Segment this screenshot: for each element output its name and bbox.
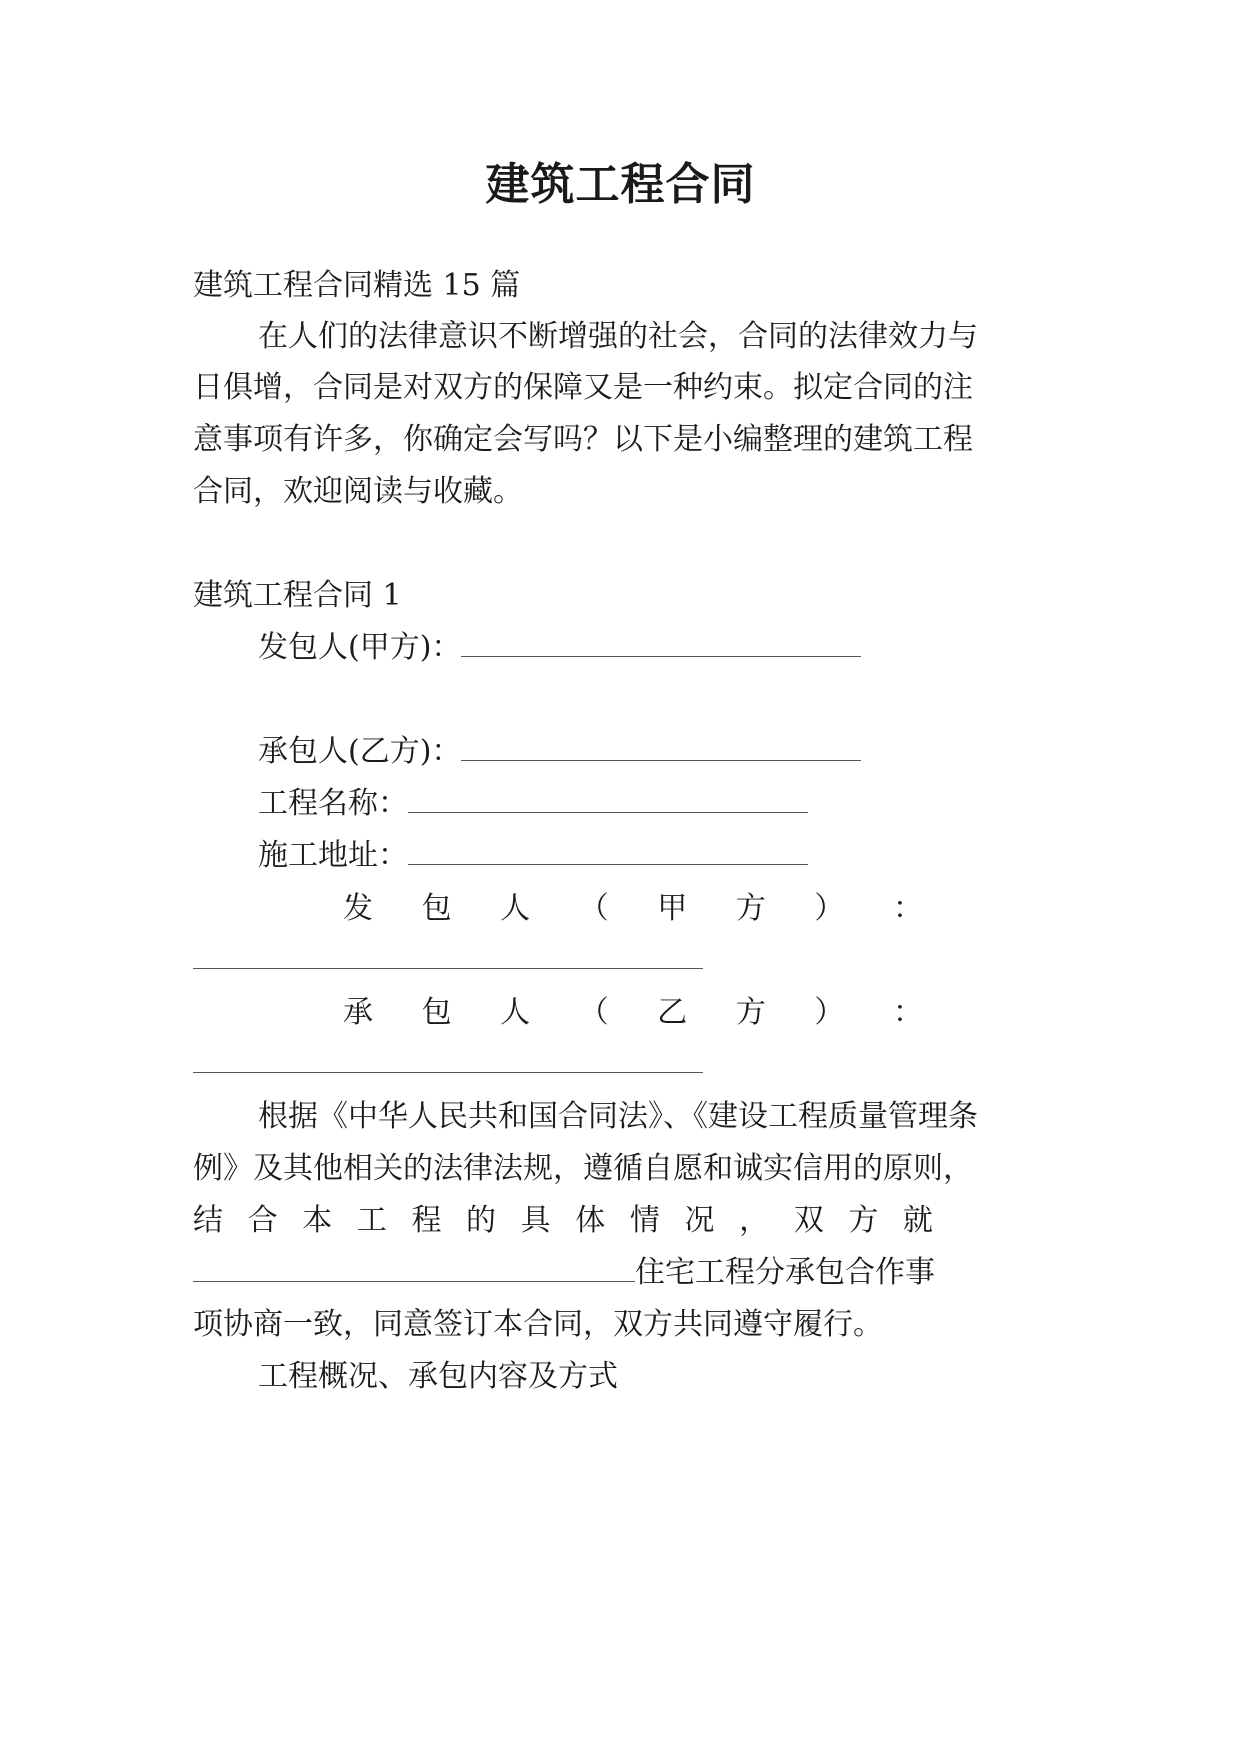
spaced-char: 包 (421, 995, 452, 1030)
justified-char: 双 (793, 1203, 824, 1238)
justified-char: 情 (629, 1203, 660, 1238)
employer-label: 发包人(甲方)： (258, 630, 462, 665)
employer-blank (461, 628, 861, 657)
justified-char: 程 (411, 1203, 442, 1238)
project-name-label: 工程名称： (258, 786, 408, 821)
spaced-char: 方 (735, 891, 766, 926)
spaced-char: 方 (735, 995, 766, 1030)
spaced-char: 乙 (657, 995, 688, 1030)
spaced-char: 人 (500, 891, 531, 926)
section-heading-1: 建筑工程合同 1 (193, 578, 402, 613)
spaced-char: ） (814, 891, 845, 926)
justified-char: 的 (466, 1203, 497, 1238)
body-line-1: 根据《中华人民共和国合同法》、《建设工程质量管理条 (258, 1099, 978, 1134)
justified-char: 工 (356, 1203, 387, 1238)
justified-char: 方 (848, 1203, 879, 1238)
justified-char: 本 (302, 1203, 333, 1238)
spaced-char: 承 (343, 995, 373, 1030)
justified-char: 结 (193, 1203, 223, 1238)
site-address-field (258, 836, 808, 876)
contractor-signature-rule (193, 1072, 703, 1073)
spaced-char: 人 (500, 995, 531, 1030)
justified-char: ， (739, 1203, 770, 1238)
body-line-4 (193, 1253, 935, 1293)
justified-char: 合 (247, 1203, 278, 1238)
justified-char: 况 (684, 1203, 715, 1238)
body-line-3-justified (193, 1201, 933, 1241)
project-name-blank (408, 784, 808, 813)
spaced-char: （ (578, 995, 609, 1030)
project-name-field (258, 784, 808, 824)
spaced-char: 发 (343, 891, 373, 926)
document-title: 建筑工程合同 (485, 159, 756, 210)
spaced-char: ） (814, 995, 845, 1030)
spaced-char: ： (892, 995, 923, 1030)
employer-field (258, 628, 861, 668)
contractor-blank (461, 732, 861, 761)
site-address-blank (408, 836, 808, 865)
employer-signature-rule (193, 968, 703, 969)
spaced-employer-line (343, 889, 923, 929)
body-line-5: 项协商一致，同意签订本合同，双方共同遵守履行。 (193, 1307, 883, 1342)
document-subtitle: 建筑工程合同精选 15 篇 (193, 268, 521, 303)
spaced-contractor-line (343, 993, 923, 1033)
project-blank (193, 1253, 635, 1282)
body-line-4-tail: 住宅工程分承包合作事 (635, 1255, 935, 1290)
intro-line-1: 在人们的法律意识不断增强的社会，合同的法律效力与 (258, 319, 978, 354)
intro-line-2: 日俱增，合同是对双方的保障又是一种约束。拟定合同的注 (193, 370, 973, 405)
contractor-field (258, 732, 861, 772)
justified-char: 具 (520, 1203, 551, 1238)
contractor-label: 承包人(乙方)： (258, 734, 462, 769)
spaced-char: （ (578, 891, 609, 926)
justified-char: 就 (902, 1203, 933, 1238)
justified-char: 体 (575, 1203, 606, 1238)
site-address-label: 施工地址： (258, 838, 408, 873)
spaced-char: ： (892, 891, 923, 926)
body-line-2: 例》及其他相关的法律法规，遵循自愿和诚实信用的原则， (193, 1151, 973, 1186)
spaced-char: 甲 (657, 891, 688, 926)
intro-line-3: 意事项有许多，你确定会写吗？以下是小编整理的建筑工程 (193, 422, 973, 457)
intro-line-4: 合同，欢迎阅读与收藏。 (193, 474, 523, 509)
spaced-char: 包 (421, 891, 452, 926)
section-heading-2: 工程概况、承包内容及方式 (258, 1359, 618, 1394)
